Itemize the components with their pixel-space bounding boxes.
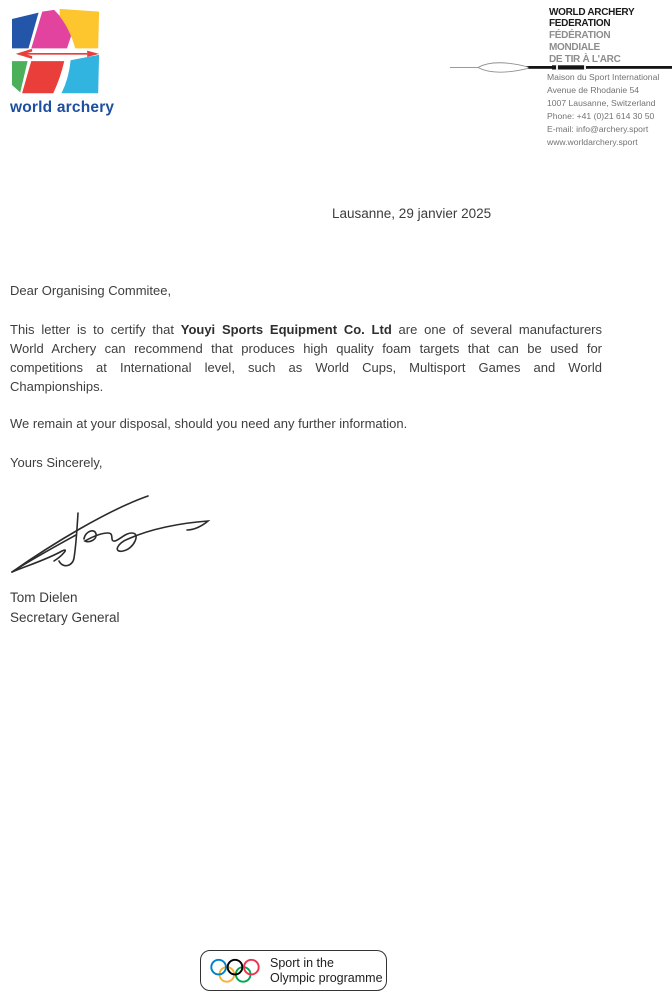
olympic-programme-badge	[200, 950, 387, 991]
address-block	[547, 71, 669, 149]
badge-text	[270, 956, 383, 986]
address-line: Maison du Sport International	[547, 72, 660, 82]
olympic-rings-icon	[209, 958, 261, 984]
para1-suffix: are one of several manufacturers	[391, 322, 602, 337]
signer-title: Secretary General	[10, 609, 120, 625]
org-name-block	[549, 7, 667, 65]
company-name: Youyi Sports Equipment Co. Ltd	[180, 322, 392, 337]
logo-wordmark: world archery	[10, 99, 115, 116]
paragraph-line: Championships.	[10, 379, 104, 394]
world-archery-logo	[10, 8, 130, 117]
org-name-fr-line1: FÉDÉRATION	[549, 30, 611, 41]
address-line-phone: Phone: +41 (0)21 614 30 50	[547, 111, 655, 121]
paragraph-certify	[10, 320, 602, 396]
logo-red-shape	[22, 61, 64, 93]
world-archery-logo-icon	[10, 8, 102, 96]
signature	[4, 486, 216, 576]
paragraph-line	[10, 320, 602, 339]
paragraph-disposal: We remain at your disposal, should you need any further information.	[10, 416, 408, 431]
para1-prefix: This letter is to certify that	[10, 322, 181, 337]
logo-arrow-shaft	[25, 53, 87, 55]
address-line-email: E-mail: info@archery.sport	[547, 124, 649, 134]
dateline: Lausanne, 29 janvier 2025	[332, 206, 492, 221]
signer-name: Tom Dielen	[10, 590, 78, 605]
paragraph-line: World Archery can recommend that produces high quality foam targets that can be used for	[10, 341, 602, 356]
address-line-website: www.worldarchery.sport	[547, 137, 638, 147]
signer-block	[10, 588, 120, 627]
logo-cyan-shape	[62, 55, 100, 94]
org-name-fr-line2: MONDIALE	[549, 42, 600, 53]
paragraph-line: competitions at International level, such as World Cups, Multisport Games and World	[10, 360, 602, 375]
org-name-fr-line3: DE TIR À L'ARC	[549, 54, 621, 65]
address-line: 1007 Lausanne, Switzerland	[547, 98, 656, 108]
salutation: Dear Organising Commitee,	[10, 283, 172, 298]
org-name-en-line2: FEDERATION	[549, 18, 611, 29]
address-line: Avenue de Rhodanie 54	[547, 85, 640, 95]
badge-text-line2: Olympic programme	[270, 970, 383, 985]
closing: Yours Sincerely,	[10, 455, 103, 470]
org-name-en-line1: WORLD ARCHERY	[549, 7, 635, 18]
badge-text-line1: Sport in the	[270, 955, 334, 970]
